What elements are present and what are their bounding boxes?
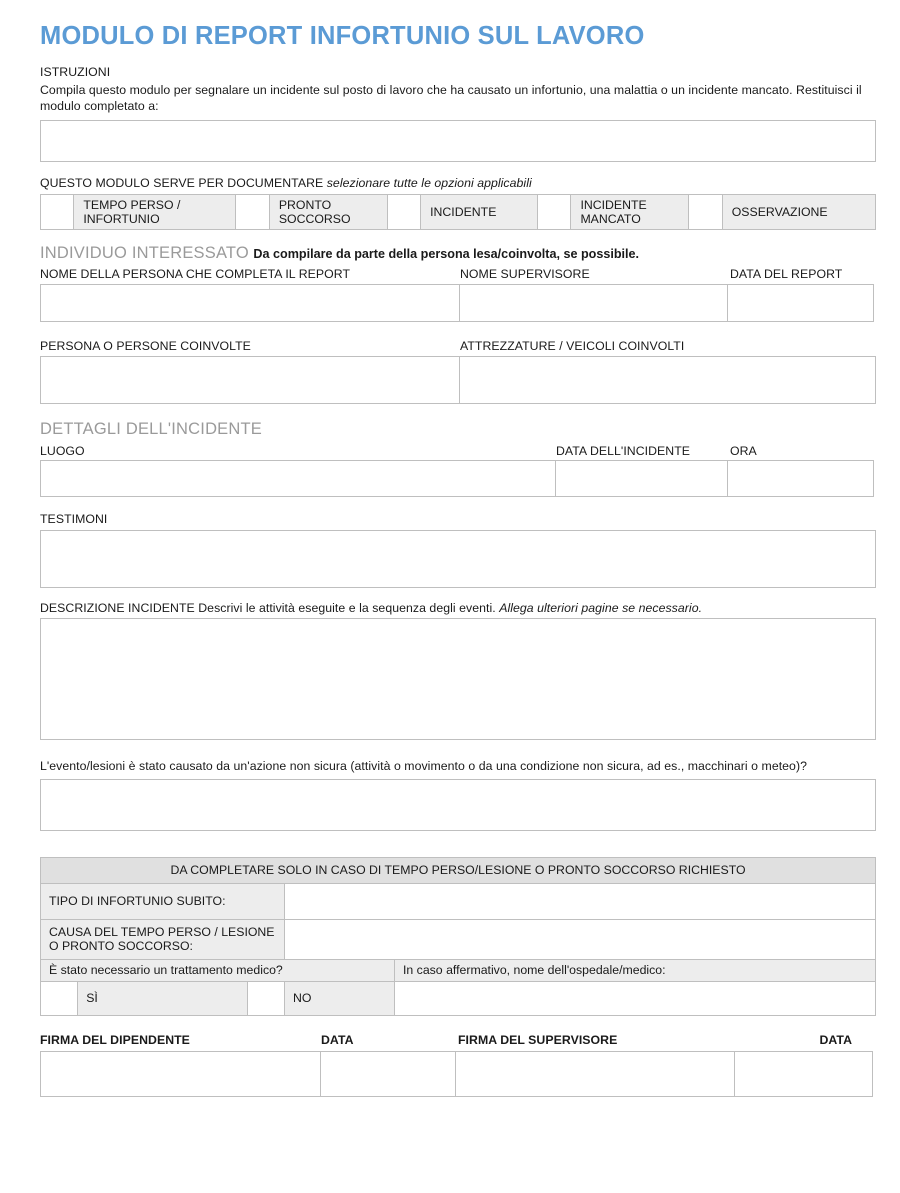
label-ora: ORA: [730, 443, 757, 458]
option-label-osservazione: OSSERVAZIONE: [723, 195, 875, 229]
input-data-supervisore[interactable]: [734, 1051, 873, 1097]
label-firma-supervisore: FIRMA DEL SUPERVISORE: [458, 1033, 618, 1048]
label-causa-tempo-perso: CAUSA DEL TEMPO PERSO / LESIONE O PRONTO SOCCORSO:: [41, 919, 285, 960]
involved-field-labels: [40, 338, 878, 355]
label-persone-coinvolte: PERSONA O PERSONE COINVOLTE: [40, 339, 251, 354]
table-row: [41, 982, 876, 1016]
individual-section-subtitle: Da compilare da parte della persona lesa/coinvolta, se possibile.: [253, 247, 640, 262]
lost-time-header: DA COMPLETARE SOLO IN CASO DI TEMPO PERSO/LESIONE O PRONTO SOCCORSO RICHIESTO: [41, 857, 876, 883]
signature-labels: [40, 1032, 878, 1049]
signature-inputs: [40, 1051, 878, 1097]
label-luogo: LUOGO: [40, 443, 85, 458]
input-luogo[interactable]: [40, 460, 556, 497]
label-si: SÌ: [78, 982, 248, 1016]
option-label-pronto-soccorso: PRONTO SOCCORSO: [270, 195, 388, 229]
incident-details-title: DETTAGLI DELL'INCIDENTE: [40, 419, 262, 438]
input-data-dipendente[interactable]: [320, 1051, 457, 1097]
input-tipo-infortunio[interactable]: [285, 883, 876, 919]
label-ospedale-medico: In caso affermativo, nome dell'ospedale/medico:: [395, 960, 876, 982]
individual-section-title: INDIVIDUO INTERESSATO: [40, 244, 249, 263]
table-row-header: [41, 857, 876, 883]
input-persone-coinvolte[interactable]: [40, 356, 460, 404]
label-no: NO: [285, 982, 395, 1016]
document-purpose-line: [40, 175, 878, 192]
document-type-options: [40, 194, 876, 230]
individual-section-heading: [40, 244, 878, 263]
checkbox-no[interactable]: [247, 982, 284, 1016]
individual-inputs: [40, 284, 878, 322]
return-to-input[interactable]: [40, 120, 876, 162]
checkbox-pronto-soccorso[interactable]: [236, 195, 269, 229]
incident-inputs: [40, 460, 878, 497]
input-data-incidente[interactable]: [555, 460, 729, 497]
label-cause-question: L'evento/lesioni è stato causato da un'azione non sicura (attività o movimento o da una condizione non sicura, ad es., macchinari o meteo)?: [40, 759, 807, 774]
instructions-text: Compila questo modulo per segnalare un incidente sul posto di lavoro che ha causato un infortunio, una malattia o un incidente mancato. Restituisci il modulo completato a:: [40, 82, 862, 114]
checkbox-incidente[interactable]: [388, 195, 421, 229]
label-testimoni: TESTIMONI: [40, 512, 108, 527]
involved-inputs: [40, 356, 878, 404]
instructions-label: ISTRUZIONI: [40, 65, 111, 80]
page-title: MODULO DI REPORT INFORTUNIO SUL LAVORO: [40, 22, 645, 50]
document-purpose-label: QUESTO MODULO SERVE PER DOCUMENTARE: [40, 175, 324, 190]
label-nome-supervisore: NOME SUPERVISORE: [460, 267, 590, 282]
input-firma-dipendente[interactable]: [40, 1051, 321, 1097]
table-row: [41, 919, 876, 960]
input-cause-question[interactable]: [40, 779, 876, 831]
input-nome-persona[interactable]: [40, 284, 460, 322]
checkbox-osservazione[interactable]: [689, 195, 722, 229]
input-firma-supervisore[interactable]: [455, 1051, 735, 1097]
label-descrizione-incidente: DESCRIZIONE INCIDENTE: [40, 600, 195, 615]
option-label-incidente-mancato: INCIDENTE MANCATO: [571, 195, 689, 229]
document-purpose-hint: selezionare tutte le opzioni applicabili: [326, 175, 532, 190]
checkbox-si[interactable]: [41, 982, 78, 1016]
input-ospedale-medico[interactable]: [395, 982, 876, 1016]
checkbox-incidente-mancato[interactable]: [538, 195, 571, 229]
input-attrezzature-coinvolti[interactable]: [459, 356, 876, 404]
lost-time-table: [40, 857, 876, 1016]
label-descrizione-sub: Descrivi le attività eseguite e la sequenza degli eventi.: [198, 600, 496, 615]
label-tipo-infortunio: TIPO DI INFORTUNIO SUBITO:: [41, 883, 285, 919]
label-attrezzature-coinvolti: ATTREZZATURE / VEICOLI COINVOLTI: [460, 339, 685, 354]
table-row: [41, 960, 876, 982]
label-descrizione-note: Allega ulteriori pagine se necessario.: [499, 600, 703, 615]
checkbox-tempo-perso[interactable]: [41, 195, 74, 229]
input-ora[interactable]: [727, 460, 874, 497]
label-data-incidente: DATA DELL'INCIDENTE: [556, 443, 691, 458]
label-firma-dipendente: FIRMA DEL DIPENDENTE: [40, 1033, 190, 1048]
table-row: [41, 883, 876, 919]
input-testimoni[interactable]: [40, 530, 876, 588]
option-label-incidente: INCIDENTE: [421, 195, 538, 229]
label-data-supervisore: DATA: [819, 1033, 852, 1048]
label-trattamento-medico: È stato necessario un trattamento medico?: [41, 960, 395, 982]
input-nome-supervisore[interactable]: [459, 284, 729, 322]
individual-field-labels: [40, 266, 878, 283]
label-nome-persona: NOME DELLA PERSONA CHE COMPLETA IL REPORT: [40, 267, 351, 282]
description-label-line: [40, 600, 878, 617]
input-data-report[interactable]: [727, 284, 874, 322]
input-causa-tempo-perso[interactable]: [285, 919, 876, 960]
label-data-report: DATA DEL REPORT: [730, 267, 843, 282]
option-label-tempo-perso: TEMPO PERSO / INFORTUNIO: [74, 195, 236, 229]
incident-field-labels: [40, 443, 878, 460]
input-descrizione-incidente[interactable]: [40, 618, 876, 740]
label-data-dipendente: DATA: [321, 1033, 354, 1048]
